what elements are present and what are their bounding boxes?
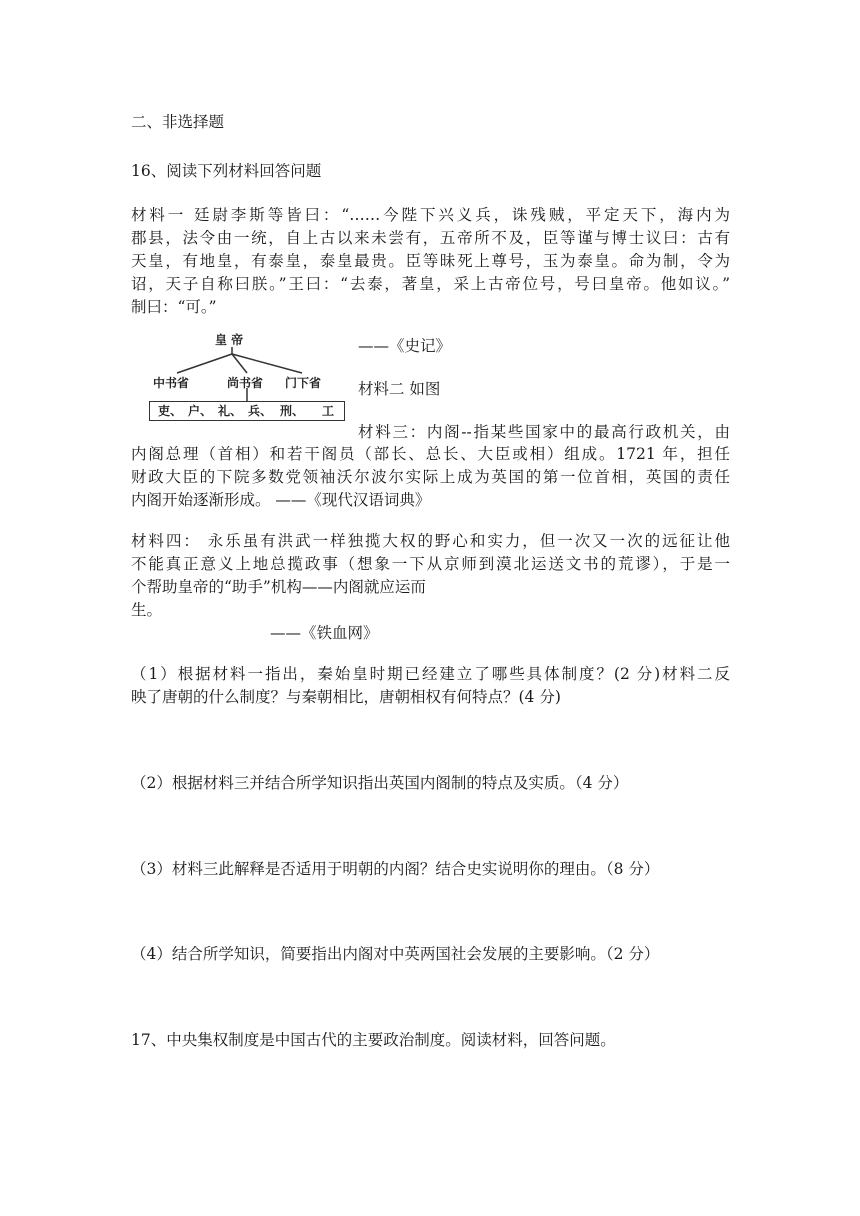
material-1-line: 制曰：“可。” [131, 298, 217, 316]
diagram-shangshu-label: 尚书省 [227, 376, 264, 390]
material-3-line: 材料三：内阁--指某些国家中的最高行政机关，由 [358, 423, 730, 441]
material-3-line: 财政大臣的下院多数党领袖沃尔波尔实际上成为英国的第一位首相，英国的责任 [131, 468, 730, 486]
question-1-line: （1）根据材料一指出，秦始皇时期已经建立了哪些具体制度？(2 分)材料二反 [131, 665, 730, 683]
material-1-line: 天皇，有地皇，有泰皇，泰皇最贵。臣等昧死上尊号，玉为泰皇。命为制，令为 [131, 252, 730, 270]
material-4-line: 个帮助皇帝的“助手”机构——内阁就应运而 [131, 578, 426, 596]
material-3-line: 内阁开始逐渐形成。 ——《现代汉语词典》 [131, 491, 431, 509]
question-16-title: 16、阅读下列材料回答问题 [131, 162, 322, 180]
material-1-line: 诏，天子自称曰朕。”王曰：“去泰，著皇，采上古帝位号，号曰皇帝。他如议。” [131, 275, 730, 293]
three-departments-diagram [147, 332, 349, 424]
diagram-zhongshu-label: 中书省 [153, 376, 190, 390]
question-17-title: 17、中央集权制度是中国古代的主要政治制度。阅读材料，回答问题。 [131, 1031, 616, 1049]
material-3-line: 内阁总理（首相）和若干阁员（部长、总长、大臣或相）组成。1721 年，担任 [131, 445, 730, 463]
ministry-label: 礼、 [218, 404, 243, 418]
material-4-line: 材料四： 永乐虽有洪武一样独揽大权的野心和实力，但一次又一次的远征让他 [131, 532, 730, 550]
ministry-label: 工 [322, 404, 335, 418]
diagram-menxia-label: 门下省 [285, 376, 322, 390]
material-4-source: ——《铁血网》 [270, 624, 379, 642]
ministry-label: 兵、 [248, 404, 273, 418]
question-2: （2）根据材料三并结合所学知识指出英国内阁制的特点及实质。（4 分） [131, 774, 629, 792]
material-2-label: 材料二 如图 [358, 380, 441, 398]
question-1-line: 映了唐朝的什么制度？与秦朝相比，唐朝相权有何特点？(4 分) [131, 688, 561, 706]
material-4-line: 不能真正意义上地总揽政事（想象一下从京师到漠北运送文书的荒谬），于是一 [131, 555, 730, 573]
ministry-label: 吏、 [158, 404, 183, 418]
ministry-label: 户、 [188, 404, 213, 418]
question-3: （3）材料三此解释是否适用于明朝的内阁？结合史实说明你的理由。（8 分） [131, 860, 660, 878]
material-4-line: 生。 [131, 601, 163, 619]
section-title: 二、非选择题 [131, 113, 225, 131]
material-1-source: ——《史记》 [358, 337, 452, 355]
material-1-line: 郡县，法令由一统，自上古以来未尝有，五帝所不及，臣等谨与博士议曰：古有 [131, 229, 730, 247]
material-1-line: 材料一 廷尉李斯等皆曰：“……今陛下兴义兵，诛残贼，平定天下，海内为 [131, 206, 730, 224]
question-4: （4）结合所学知识，简要指出内阁对中英两国社会发展的主要影响。（2 分） [131, 945, 660, 963]
diagram-six-ministries-box [149, 401, 345, 421]
ministry-label: 刑、 [280, 404, 305, 418]
diagram-emperor-label: 皇 帝 [215, 333, 244, 347]
